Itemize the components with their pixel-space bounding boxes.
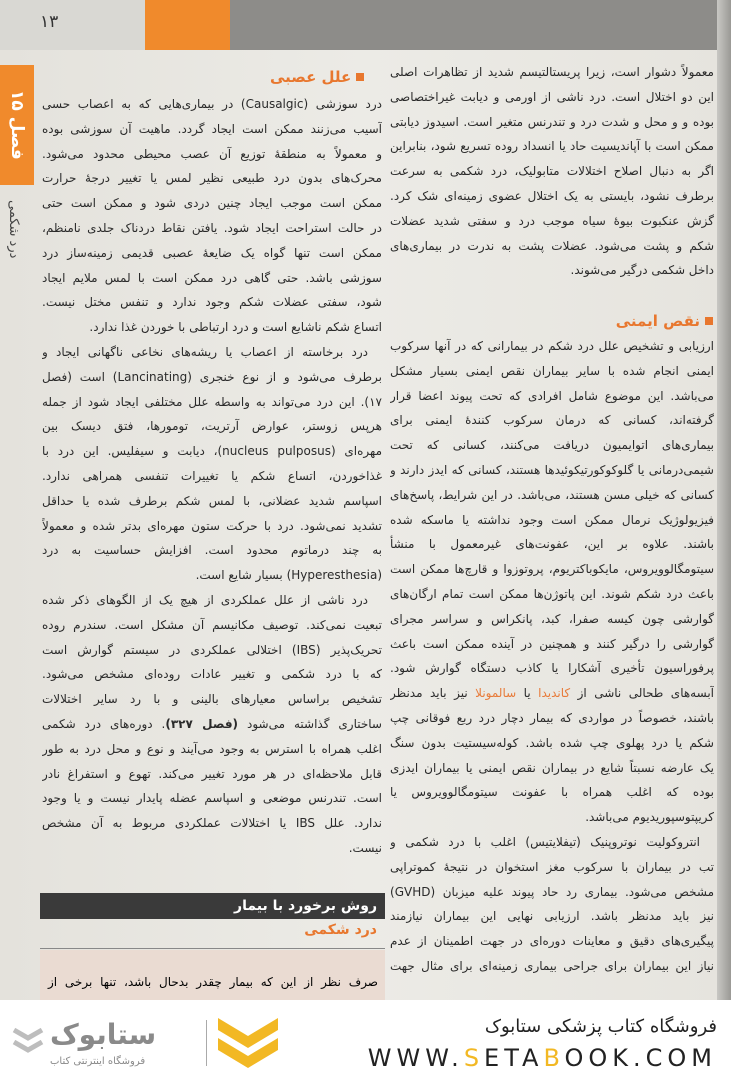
url-part: WWW.: [367, 1044, 464, 1072]
text-line: گوارشی را درگیر کنند و همچنین در آینده ممکن است باعث: [390, 636, 714, 651]
text-line: درد برخاسته از اعصاب یا ریشه‌های نخاعی ناگهانی ایجاد و: [42, 345, 368, 359]
text-line: باعث درد شکم شوند. این پاتوژن‌ها ممکن است تمام ارگان‌های: [390, 586, 714, 601]
approach-box-subtitle: درد شکمی: [304, 922, 377, 938]
approach-box-text: صرف نظر از این که بیمار چقدر بدحال باشد، تنها برخی از: [48, 975, 378, 989]
text-line: کریپتوسپوریدیوم می‌باشد.: [585, 810, 714, 825]
text-line: [42, 712, 382, 737]
text-line: نیست.: [348, 840, 382, 855]
text-line: شیمی‌درمانی یا گلوکوکورتیکوئیدها هستند، کسانی که ایدز دارند و: [390, 462, 714, 477]
section-heading-neurologic: [270, 68, 364, 86]
text-segment: نیز باید مدنظر: [390, 686, 476, 701]
text-line: بیماری‌های اتوایمیون دریافت می‌کنند، کسانی که تحت: [390, 438, 714, 453]
heading-text: نقص ایمنی: [615, 312, 700, 330]
text-line: باشند، خصوصاً در مواردی که بیمار دچار درد ربع فوقانی چپ: [390, 710, 714, 725]
text-line: تبعیت نمی‌کند. توصیف مکانیسم آن مشکل است. سندرم روده: [42, 617, 382, 632]
setabook-logo: [10, 1010, 280, 1072]
left-col-para1: [42, 92, 382, 340]
text-line: یک عارضه نسبتاً شایع در بیماران نقص ایمنی یا بیماران ایدزی: [390, 760, 714, 775]
text-line: اگر به دنبال اصلاح اختلالات متابولیک، درد شکمی به سرعت: [390, 164, 714, 179]
url-part: OOK.COM: [564, 1044, 717, 1072]
text-line: تشدید نمی‌شود. درد با حرکت ستون مهره‌ای بدتر شده و معمولاً: [42, 518, 382, 533]
right-col-para2: [390, 334, 714, 830]
text-line: پیگیری‌های دقیق و معاینات دوره‌ای در جهت اطمینان از عدم: [390, 934, 714, 949]
text-line: مهره‌ای (nucleus pulposus)، دیابت و سیفلیس. این درد با: [42, 444, 382, 459]
text-line: ممکن است موجب ایجاد چنین دردی شود و ممکن است حتی: [42, 196, 382, 211]
text-line: نیز باید مدنظر باشد. ارزیابی نهایی این بیماران نیازمند: [390, 909, 714, 924]
text-line: غذاخوردن، اتساع شکم یا تغییرات تنفسی همراهی ندارد.: [42, 468, 382, 483]
text-line: ارزیابی و تشخیص علل درد شکم در بیمارانی که در آنها سرکوب: [390, 339, 714, 353]
top-banner-light: [0, 0, 145, 50]
chapter-tab: [0, 65, 34, 185]
text-line: تحریک‌پذیر (IBS) اختلالی عملکردی در سیستم گوارش است: [42, 642, 382, 657]
text-line: درد ناشی از علل عملکردی از هیچ یک از الگوهای ذکر شده: [42, 593, 368, 607]
text-line: اسپاسم شدید عضلانی، با لمس شکم برطرف شده یا حداقل: [42, 493, 382, 508]
text-line: سوزشی باشد. حتی گاهی درد ممکن است با لمس ملایم ایجاد: [42, 270, 382, 285]
text-segment: آبسه‌های طحالی ناشی از: [570, 686, 714, 701]
store-url[interactable]: [368, 1044, 717, 1072]
text-line: اتساع شکم ناشایع است و درد ارتباطی با خوردن غذا ندارد.: [89, 320, 382, 335]
text-line: مشخص می‌شود. بیماری رد حاد پیوند علیه میزبان (GVHD): [390, 884, 714, 899]
store-title: فروشگاه کتاب پزشکی ستابوک: [484, 1016, 717, 1037]
running-head: درد شکمی: [6, 200, 21, 259]
text-line: قابل ملاحظه‌ای در هر مورد تغییر می‌کند. تهوع و استفراغ نادر: [42, 766, 382, 781]
text-line: آسیب می‌زنند ممکن است ایجاد گردد. ماهیت آن سوزشی بوده: [42, 121, 382, 136]
text-line: نیاز این بیماران برای جراحی بیماری زمینه‌ای برای مثال جهت: [390, 958, 714, 973]
right-col-para3: [390, 830, 714, 979]
text-line: ایمنی انجام شده با سایر بیماران نقص ایمنی بسیار مشکل: [390, 363, 714, 378]
text-line: گزش عنکبوت بیوهٔ سیاه موجب درد و سفتی شدید عضلات: [390, 213, 714, 228]
logo-tagline: فروشگاه اینترنتی کتاب: [50, 1056, 146, 1067]
text-line: شود، سفتی عضلات شکم وجود ندارد و تنفس مختل نیست.: [42, 295, 382, 310]
text-line: ممکن است با آپاندیسیت حاد یا انسداد روده تسریع شود، بنابراین: [390, 139, 714, 154]
top-banner-gray: [230, 0, 720, 50]
text-line: شکم و پشت می‌شود. عضلات پشت به ندرت در بیماری‌های: [390, 238, 714, 253]
text-segment: . دوره‌های درد شکمی: [42, 716, 166, 731]
text-line: پرفوراسیون تأخیری آشکارا یا کاذب دستگاه گوارش شود.: [390, 661, 714, 676]
left-col-para2: [42, 340, 382, 588]
left-col-para3: [42, 588, 382, 861]
text-line: تشخیص براساس معیارهای بالینی و با رد سایر اختلالات: [42, 692, 382, 707]
text-line: درد سوزشی (Causalgic) در بیماری‌هایی که به اعصاب حسی: [42, 97, 382, 111]
text-line: (Hyperesthesia) بسیار شایع است.: [195, 568, 382, 583]
logo-wordmark: ستابوک: [50, 1018, 157, 1051]
text-line: تب در بیماران با سرکوب مغز استخوان در نتیجهٔ کموتراپی: [390, 859, 714, 874]
text-line: کسانی که خیلی مسن هستند، می‌باشد. در این شرایط، پاسخ‌های: [390, 487, 714, 502]
text-line: این دو اختلال است. درد ناشی از اورمی و دیابت غیراختصاصی: [390, 89, 714, 104]
section-heading-immunodeficiency: [616, 312, 713, 330]
right-col-para1: [390, 60, 714, 283]
text-line: و معمولاً به منطقهٔ توزیع آن عصب محیطی محدود می‌شود.: [42, 146, 382, 161]
text-line: اغلب همراه با استرس به وجود می‌آیند و نوع و محل درد به طور: [42, 741, 382, 756]
text-segment: ساختاری گذاشته می‌شود: [238, 716, 382, 731]
text-line: به چند درماتوم محدود است. افزایش حساسیت به درد: [42, 543, 382, 558]
text-line: که با درد شکمی و تغییر عادات روده‌ای مشخص می‌شود.: [42, 667, 382, 682]
text-line: ممکن است تنها گواه یک ضایعهٔ عصبی قدیمی زمینه‌ساز درد: [42, 245, 382, 260]
divider: [40, 948, 385, 949]
double-chevron-icon: [10, 1024, 46, 1064]
text-line: سیتومگالوویروس، مایکوباکتریوم، پروتوزوا و قارچ‌ها ممکن است: [390, 562, 714, 577]
highlighted-term: کاندیدا: [538, 686, 571, 701]
bullet-square-icon: [356, 73, 364, 81]
text-line: ندارد. علل IBS یا اختلالات عملکردی مربوط به آن مشخص: [42, 816, 382, 831]
text-line: داخل شکمی درگیر می‌شوند.: [570, 263, 714, 278]
text-line: شکم یا درد پهلوی چپ شده باشد. کوله‌سیستیت بدون سنگ: [390, 735, 714, 750]
chapter-reference: (فصل ۳۲۷): [165, 716, 239, 731]
text-segment: یا: [516, 686, 539, 701]
approach-box-title: روش برخورد با بیمار: [40, 893, 385, 919]
text-line: بوده که اغلب همراه با عفونت سیتومگالوویروس یا: [390, 785, 714, 800]
top-banner-orange: [145, 0, 230, 50]
text-line: باشند. علاوه بر این، عفونت‌های غیرمعمول با منشأ: [390, 537, 714, 552]
logo-divider: [206, 1020, 207, 1066]
text-line: فیزیولوژیک نرمال ممکن است وجود نداشته یا ماسکه شده: [390, 512, 714, 527]
url-part: ETA: [484, 1044, 544, 1072]
text-line: گوارشی چون کیسه صفرا، کبد، پانکراس و سراسر مجرای: [390, 611, 714, 626]
text-line: در حالت استراحت ایجاد شود. یافتن نقاط دردناک جلدی نامنظم،: [42, 220, 382, 235]
page-number: ۱۳: [40, 12, 59, 32]
heading-text: علل عصبی: [270, 68, 352, 86]
text-line: انتروکولیت نوتروپنیک (تیفلایتیس) اغلب با درد شکمی و: [390, 835, 700, 849]
text-line: می‌باشد. این موضوع شامل افرادی که تحت پیوند اعضا قرار: [390, 388, 714, 403]
text-line: برطرف می‌شود و از نوع خنجری (Lancinating) است (فصل: [42, 369, 382, 384]
watermark-footer: [0, 1000, 731, 1080]
text-line: گرفته‌اند، کسانی که درمان سرکوب کنندهٔ ایمنی برای: [390, 413, 714, 428]
text-line: [390, 681, 714, 706]
text-line: معمولاً دشوار است، زیرا پریستالتیسم شدید از تظاهرات اصلی: [390, 65, 714, 79]
url-part-accent: B: [543, 1044, 565, 1072]
text-line: ۱۷). این درد می‌تواند به واسطه علل مختلفی ایجاد شود از جمله: [42, 394, 382, 409]
highlighted-term: سالمونلا: [475, 686, 517, 701]
page-edge: [717, 0, 731, 1000]
chevron-emblem-icon: [216, 1014, 280, 1070]
chapter-label: فصل ۱۵: [7, 90, 27, 160]
text-line: محرک‌های بدون درد طبیعی نظیر لمس یا تغییر درجهٔ حرارت: [42, 171, 382, 186]
url-part-accent: S: [463, 1044, 485, 1072]
bullet-square-icon: [705, 317, 713, 325]
text-line: برطرف نشود، بایستی به یک اختلال عضوی زمینه‌ای شک کرد.: [390, 188, 714, 203]
text-line: هرپس زوستر، عوارض آرتریت، تومورها، فتق دیسک بین: [42, 419, 382, 434]
text-line: بوده و و محل و شدت درد و تندرنس متغیر است. اسیدوز دیابتی: [390, 114, 714, 129]
text-line: است. تندرنس موضعی و اسپاسم عضله پایدار نیست و یا وجود: [42, 791, 382, 806]
